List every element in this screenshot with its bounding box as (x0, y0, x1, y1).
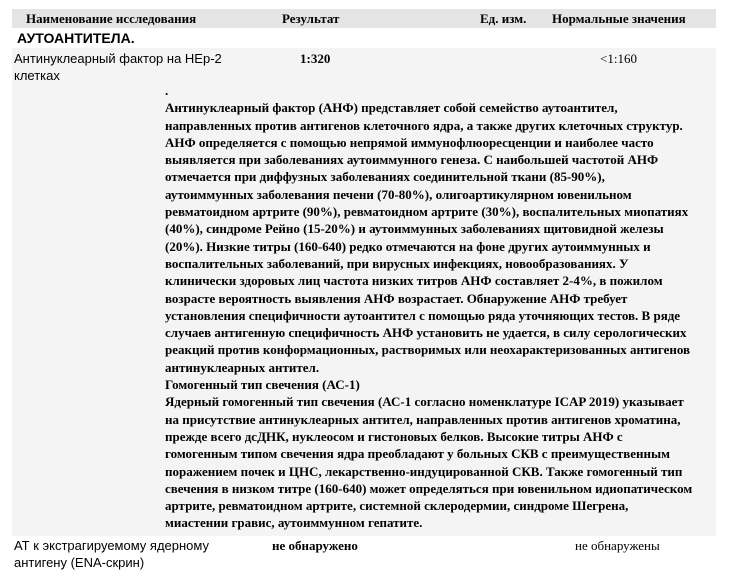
table-header (12, 9, 716, 28)
column-header-name: Наименование исследования (26, 11, 197, 26)
comment-subheading: Гомогенный тип свечения (АС-1) (165, 377, 360, 393)
comment-paragraph: Антинуклеарный фактор (АНФ) представляет собой семейство аутоантител, направленных против антигенов клеточного ядра, а также других клеточных структур. АНФ определяется с помощью непрямой иммунофлюоресценции и наиболее часто выявляется при заболеваниях аутоиммунного генеза. С наибольшей частотой АНФ отмечается при диффузных заболеваниях соединительной ткани (85-90%), аутоиммунных заболевания печени (70-80%), олигоартикулярном ювенильном ревматоидном артрите (90%), ревматоидном артрите (30%), воспалительных миопатиях (40%), синдроме Рейно (15-20%) и аутоиммунных заболеваниях щитовидной железы (20%). Низкие титры (160-640) редко отмечаются на фоне других аутоиммунных и воспалительных заболеваний, при вирусных инфекциях, новообразованиях. У клинически здоровых лиц частота низких титров АНФ составляет 2-4%, в пожилом возрасте вероятность выявления АНФ возрастает. Обнаружение АНФ требует установления специфичности аутоантител с помощью ряда уточняющих тестов. В ряде случаев антигенную специфичность АНФ установить не удается, в силу серологических реакций против конформационных, растворимых или неохарактеризованных антигенов антинуклеарных антител. (165, 100, 691, 375)
comment-lead: . (165, 83, 169, 98)
test-name: Антинуклеарный фактор на НЕр-2 клетках (14, 51, 222, 83)
test-result: 1:320 (300, 51, 331, 66)
reference-value: <1:160 (600, 51, 637, 66)
test-result: не обнаружено (272, 538, 358, 553)
comment-paragraph: Ядерный гомогенный тип свечения (АС-1 согласно номенклатуре ICAP 2019) указывает на присутствие антинуклеарных антител, направленных против антигенов хроматина, прежде всего дсДНК, нуклеосом и гистоновых белков. Высокие титры АНФ с гомогенным типом свечения ядра преобладают у больных СКВ с преимущественным поражением почек и ЦНС, лекарственно-индуцированной СКВ. Также гомогенный тип свечения в низком титре (160-640) может определяться при ювенильном идиопатическом артрите, ревматоидном артрите, системной склеродермии, синдроме Шегрена, миастении гравис, аутоиммунном гепатите. (165, 394, 693, 531)
test-name: АТ к экстрагируемому ядерному антигену (ENA-скрин) (14, 538, 209, 570)
section-title: АУТОАНТИТЕЛА. (17, 30, 135, 46)
column-header-unit: Ед. изм. (480, 11, 527, 26)
column-header-norm: Нормальные значения (552, 11, 686, 26)
reference-value: не обнаружены (575, 538, 660, 553)
test-comment (165, 82, 693, 532)
column-header-result: Результат (282, 11, 340, 26)
